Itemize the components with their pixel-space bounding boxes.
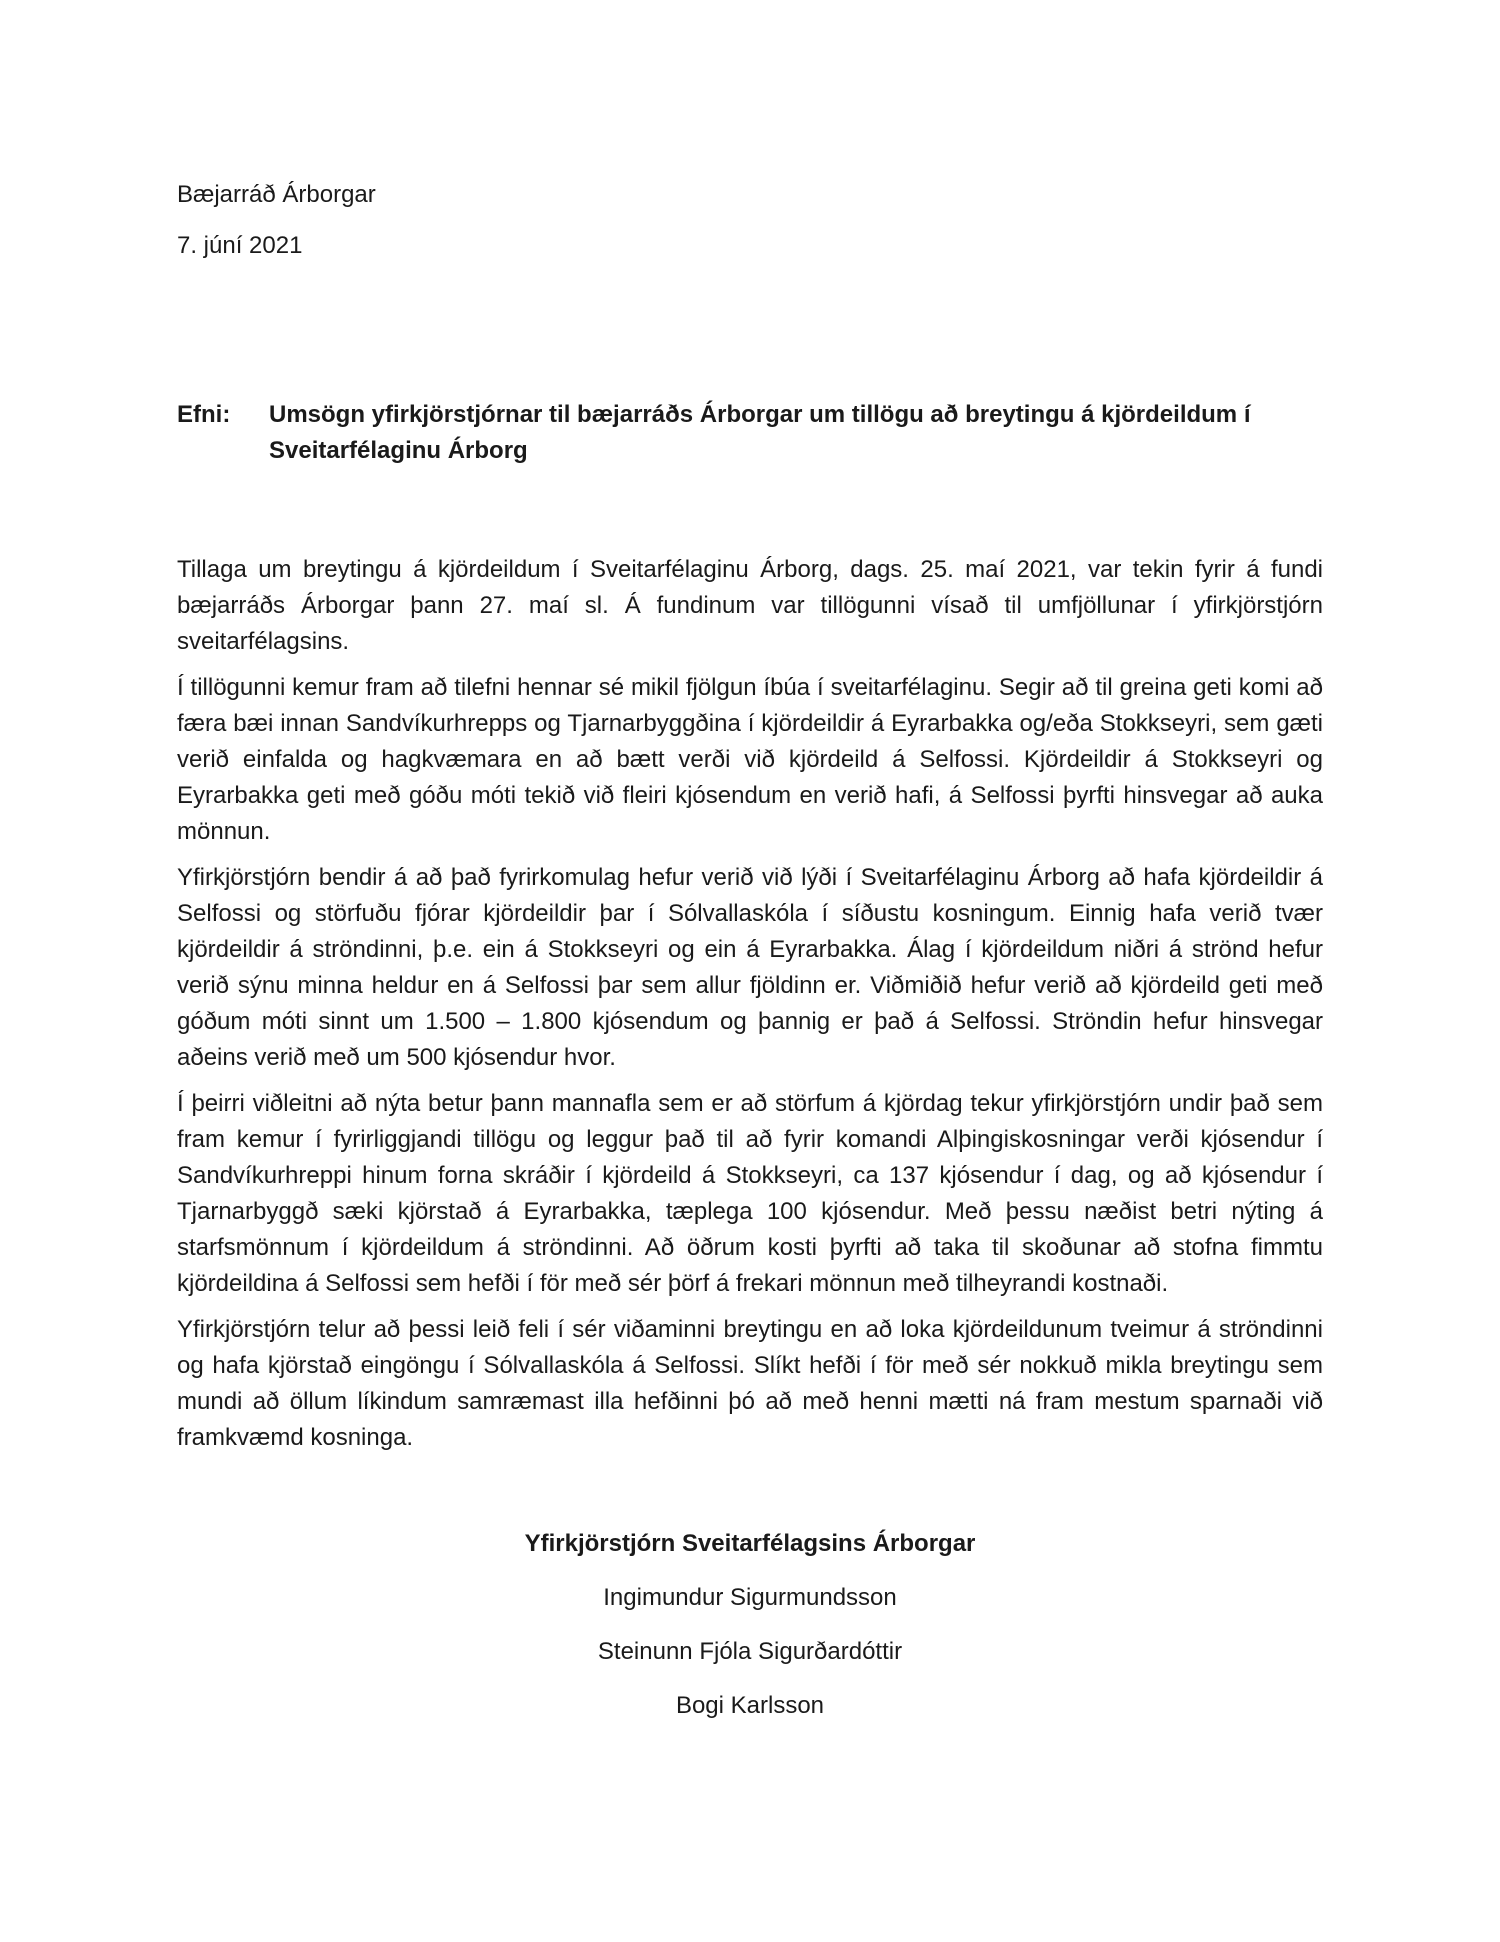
recipient-line: Bæjarráð Árborgar [177, 181, 376, 208]
date-line: 7. júní 2021 [177, 232, 303, 259]
signature-heading: Yfirkjörstjórn Sveitarfélagsins Árborgar [524, 1530, 976, 1557]
signature-name: Bogi Karlsson [675, 1692, 825, 1719]
signature-name: Steinunn Fjóla Sigurðardóttir [597, 1638, 903, 1665]
signature-block [177, 1526, 1323, 1724]
signature-names [177, 1580, 1323, 1724]
subject-line [177, 397, 1323, 469]
subject-label: Efni: [177, 401, 231, 428]
body-paragraph: Tillaga um breytingu á kjördeildum í Sveitarfélaginu Árborg, dags. 25. maí 2021, var tekin fyrir á fundi bæjarráðs Árborgar þann 27. maí sl. Á fundinum var tillögunni vísað til umfjöllunar í yfirkjörstjórn sveitarfélagsins. [177, 556, 1323, 655]
letter-body [177, 552, 1323, 1456]
body-paragraph: Í tillögunni kemur fram að tilefni hennar sé mikil fjölgun íbúa í sveitarfélaginu. Segir að til greina geti komi að færa bæi innan Sandvíkurhrepps og Tjarnarbyggðina í kjördeildir á Eyrarbakka og/eða Stokkseyri, sem gæti verið einfalda og hagkvæmara en að bætt verði við kjördeild á Selfossi. Kjördeildir á Stokkseyri og Eyrarbakka geti með góðu móti tekið við fleiri kjósendum en verið hafi, á Selfossi þyrfti hinsvegar að auka mönnun. [177, 674, 1323, 845]
subject-text: Umsögn yfirkjörstjórnar til bæjarráðs Árborgar um tillögu að breytingu á kjördeildum í Sveitarfélaginu Árborg [269, 401, 1251, 464]
body-paragraph: Yfirkjörstjórn bendir á að það fyrirkomulag hefur verið við lýði í Sveitarfélaginu Árborg að hafa kjördeildir á Selfossi og störfuðu fjórar kjördeildir þar í Sólvallaskóla í síðustu kosningum. Einnig hafa verið tvær kjördeildir á ströndinni, þ.e. ein á Stokkseyri og ein á Eyrarbakka. Álag í kjördeildum niðri á strönd hefur verið sýnu minna heldur en á Selfossi þar sem allur fjöldinn er. Viðmiðið hefur verið að kjördeild geti með góðum móti sinnt um 1.500 – 1.800 kjósendum og þannig er það á Selfossi. Ströndin hefur hinsvegar aðeins verið með um 500 kjósendur hvor. [177, 864, 1323, 1071]
signature-name: Ingimundur Sigurmundsson [603, 1584, 897, 1611]
body-paragraph: Í þeirri viðleitni að nýta betur þann mannafla sem er að störfum á kjördag tekur yfirkjörstjórn undir það sem fram kemur í fyrirliggjandi tillögu og leggur það til að fyrir komandi Alþingiskosningar verði kjósendur í Sandvíkurhreppi hinum forna skráðir í kjördeild á Stokkseyri, ca 137 kjósendur í dag, og að kjósendur í Tjarnarbyggð sæki kjörstað á Eyrarbakka, tæplega 100 kjósendur. Með þessu næðist betri nýting á starfsmönnum í kjördeildum á ströndinni. Að öðrum kosti þyrfti að taka til skoðunar að stofna fimmtu kjördeildina á Selfossi sem hefði í för með sér þörf á frekari mönnun með tilheyrandi kostnaði. [177, 1090, 1323, 1297]
body-paragraph: Yfirkjörstjórn telur að þessi leið feli í sér viðaminni breytingu en að loka kjördeildunum tveimur á ströndinni og hafa kjörstað eingöngu í Sólvallaskóla á Selfossi. Slíkt hefði í för með sér nokkuð mikla breytingu sem mundi að öllum líkindum samræmast illa hefðinni þó að með henni mætti ná fram mestum sparnaði við framkvæmd kosninga. [177, 1316, 1323, 1451]
